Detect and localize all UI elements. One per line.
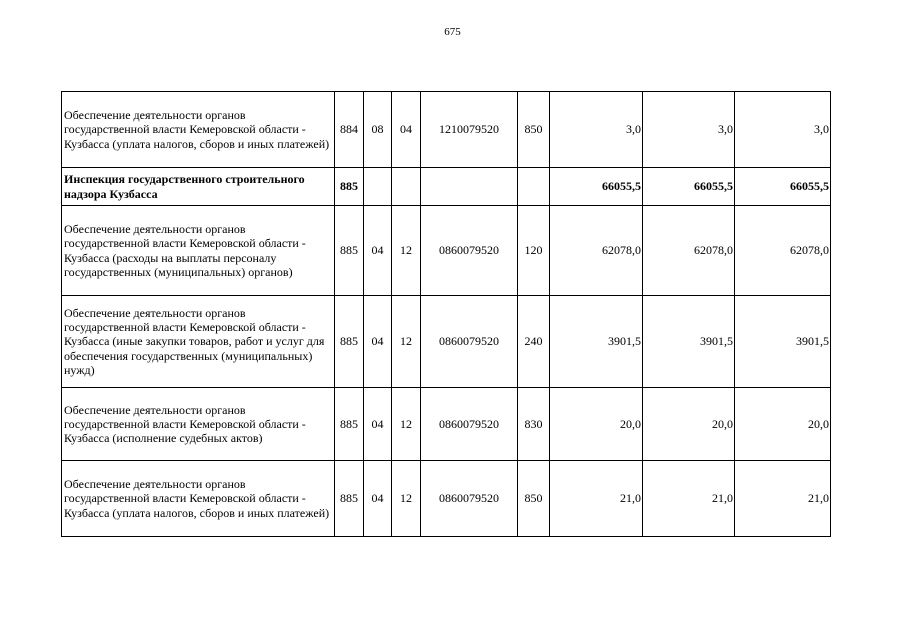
table-row bbox=[62, 296, 831, 388]
row-description: Обеспечение деятельности органов государственной власти Кемеровской области - Кузбасса (расходы на выплаты персоналу государственных (муниципальных) органов) bbox=[62, 206, 335, 296]
subsection-code: 12 bbox=[392, 461, 421, 537]
amount-year-2: 20,0 bbox=[643, 388, 735, 461]
table-row bbox=[62, 206, 831, 296]
amount-year-1: 66055,5 bbox=[550, 168, 643, 206]
amount-year-2: 62078,0 bbox=[643, 206, 735, 296]
amount-year-2: 3901,5 bbox=[643, 296, 735, 388]
section-code: 04 bbox=[364, 296, 392, 388]
table-row bbox=[62, 168, 831, 206]
table-row bbox=[62, 461, 831, 537]
amount-year-3: 21,0 bbox=[735, 461, 831, 537]
section-code: 08 bbox=[364, 92, 392, 168]
expense-type-code: 830 bbox=[518, 388, 550, 461]
target-item-code: 0860079520 bbox=[421, 461, 518, 537]
amount-year-2: 21,0 bbox=[643, 461, 735, 537]
amount-year-3: 62078,0 bbox=[735, 206, 831, 296]
expense-type-code: 850 bbox=[518, 461, 550, 537]
budget-table bbox=[61, 91, 831, 537]
amount-year-1: 3901,5 bbox=[550, 296, 643, 388]
subsection-code: 12 bbox=[392, 296, 421, 388]
row-description: Обеспечение деятельности органов государственной власти Кемеровской области - Кузбасса (иные закупки товаров, работ и услуг для обеспечения государственных (муниципальных) нужд) bbox=[62, 296, 335, 388]
target-item-code: 0860079520 bbox=[421, 296, 518, 388]
row-description: Обеспечение деятельности органов государственной власти Кемеровской области - Кузбасса (уплата налогов, сборов и иных платежей) bbox=[62, 461, 335, 537]
expense-type-code: 240 bbox=[518, 296, 550, 388]
section-code bbox=[364, 168, 392, 206]
department-code: 885 bbox=[335, 296, 364, 388]
subsection-code: 12 bbox=[392, 206, 421, 296]
row-description: Обеспечение деятельности органов государственной власти Кемеровской области - Кузбасса (уплата налогов, сборов и иных платежей) bbox=[62, 92, 335, 168]
amount-year-1: 3,0 bbox=[550, 92, 643, 168]
target-item-code: 0860079520 bbox=[421, 388, 518, 461]
row-description: Обеспечение деятельности органов государственной власти Кемеровской области - Кузбасса (исполнение судебных актов) bbox=[62, 388, 335, 461]
table-row bbox=[62, 92, 831, 168]
department-code: 885 bbox=[335, 206, 364, 296]
amount-year-1: 21,0 bbox=[550, 461, 643, 537]
subsection-code bbox=[392, 168, 421, 206]
table-row bbox=[62, 388, 831, 461]
target-item-code: 0860079520 bbox=[421, 206, 518, 296]
amount-year-3: 3,0 bbox=[735, 92, 831, 168]
expense-type-code: 120 bbox=[518, 206, 550, 296]
expense-type-code bbox=[518, 168, 550, 206]
department-code: 885 bbox=[335, 461, 364, 537]
target-item-code: 1210079520 bbox=[421, 92, 518, 168]
subsection-code: 12 bbox=[392, 388, 421, 461]
amount-year-3: 3901,5 bbox=[735, 296, 831, 388]
section-code: 04 bbox=[364, 206, 392, 296]
department-code: 885 bbox=[335, 388, 364, 461]
amount-year-1: 20,0 bbox=[550, 388, 643, 461]
row-description: Инспекция государственного строительного надзора Кузбасса bbox=[62, 168, 335, 206]
amount-year-2: 66055,5 bbox=[643, 168, 735, 206]
expense-type-code: 850 bbox=[518, 92, 550, 168]
section-code: 04 bbox=[364, 388, 392, 461]
amount-year-1: 62078,0 bbox=[550, 206, 643, 296]
section-code: 04 bbox=[364, 461, 392, 537]
amount-year-3: 66055,5 bbox=[735, 168, 831, 206]
amount-year-2: 3,0 bbox=[643, 92, 735, 168]
page-number: 675 bbox=[444, 26, 461, 38]
department-code: 885 bbox=[335, 168, 364, 206]
target-item-code bbox=[421, 168, 518, 206]
department-code: 884 bbox=[335, 92, 364, 168]
amount-year-3: 20,0 bbox=[735, 388, 831, 461]
subsection-code: 04 bbox=[392, 92, 421, 168]
